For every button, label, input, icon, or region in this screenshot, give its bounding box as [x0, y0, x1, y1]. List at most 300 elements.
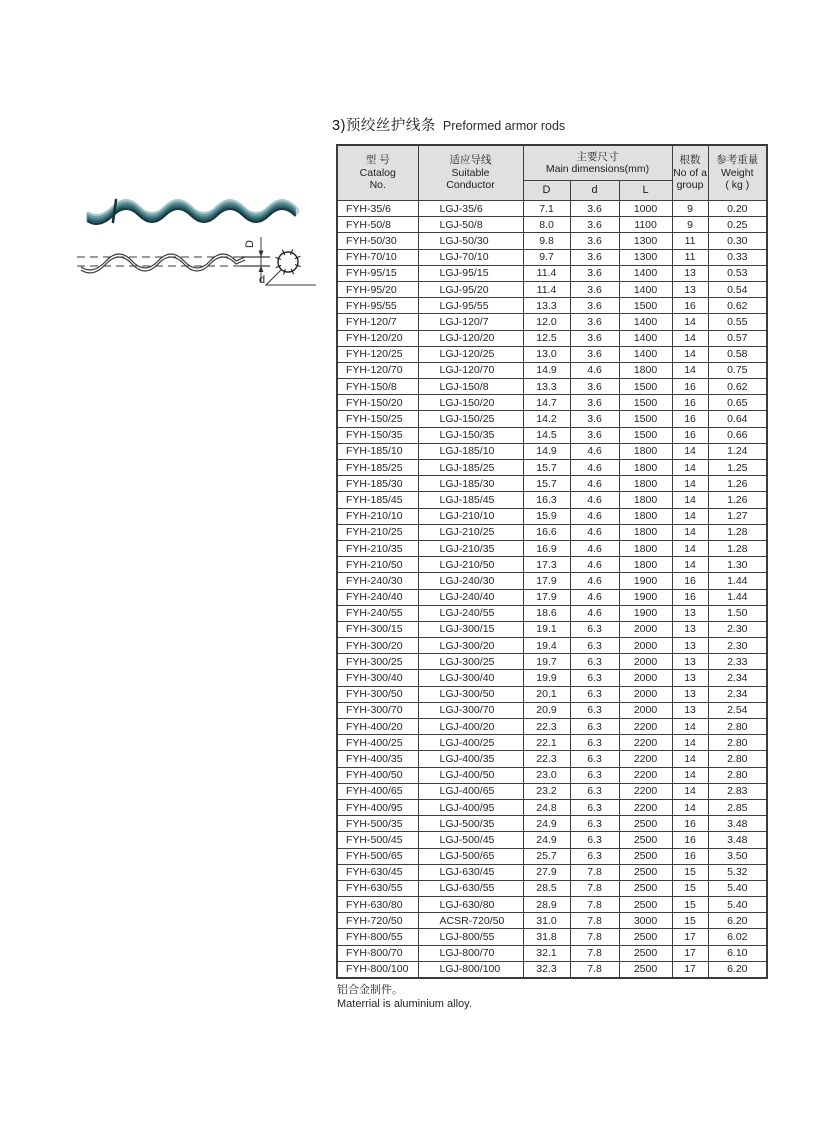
- table-cell: 11.4: [523, 281, 570, 297]
- table-cell: FYH-120/70: [337, 362, 418, 378]
- table-cell: 14: [672, 751, 708, 767]
- table-cell: LGJ-240/40: [418, 589, 523, 605]
- table-row: [337, 573, 767, 589]
- table-cell: 15: [672, 880, 708, 896]
- table-cell: FYH-500/65: [337, 848, 418, 864]
- table-cell: 4.6: [570, 540, 619, 556]
- table-cell: 18.6: [523, 605, 570, 621]
- col-header-conductor: 适应导线 Suitable Conductor: [418, 145, 523, 201]
- table-row: [337, 605, 767, 621]
- table-row: [337, 719, 767, 735]
- table-cell: 2.80: [708, 719, 767, 735]
- table-cell: FYH-210/35: [337, 540, 418, 556]
- table-cell: LGJ-400/35: [418, 751, 523, 767]
- col-header-group: 根数 No of a group: [672, 145, 708, 201]
- table-cell: 6.3: [570, 638, 619, 654]
- rod-cross-section: [278, 252, 298, 272]
- table-cell: 25.7: [523, 848, 570, 864]
- table-cell: FYH-630/45: [337, 864, 418, 880]
- table-cell: 6.3: [570, 702, 619, 718]
- table-cell: 22.3: [523, 719, 570, 735]
- table-cell: LGJ-95/55: [418, 298, 523, 314]
- table-cell: 13.0: [523, 346, 570, 362]
- table-row: [337, 589, 767, 605]
- table-cell: 16.9: [523, 540, 570, 556]
- table-cell: 1300: [619, 249, 672, 265]
- table-cell: 19.7: [523, 654, 570, 670]
- table-cell: 0.30: [708, 233, 767, 249]
- table-cell: 14.7: [523, 395, 570, 411]
- table-cell: 15.7: [523, 460, 570, 476]
- table-row: [337, 427, 767, 443]
- table-cell: 2000: [619, 621, 672, 637]
- table-cell: 1.44: [708, 573, 767, 589]
- table-cell: 13: [672, 686, 708, 702]
- table-cell: 0.64: [708, 411, 767, 427]
- table-cell: LGJ-120/25: [418, 346, 523, 362]
- table-cell: 17.9: [523, 589, 570, 605]
- table-cell: 1100: [619, 217, 672, 233]
- table-cell: 13: [672, 702, 708, 718]
- table-cell: 17: [672, 945, 708, 961]
- table-row: [337, 961, 767, 978]
- table-cell: 15: [672, 864, 708, 880]
- table-cell: 2.54: [708, 702, 767, 718]
- table-cell: LGJ-150/35: [418, 427, 523, 443]
- table-row: [337, 265, 767, 281]
- table-cell: LGJ-400/20: [418, 719, 523, 735]
- table-cell: 11: [672, 233, 708, 249]
- table-cell: 2200: [619, 751, 672, 767]
- table-cell: 1800: [619, 476, 672, 492]
- table-cell: 7.1: [523, 201, 570, 217]
- table-header: [337, 145, 767, 201]
- table-cell: LGJ-185/10: [418, 443, 523, 459]
- table-cell: FYH-120/20: [337, 330, 418, 346]
- table-cell: 14: [672, 443, 708, 459]
- table-row: [337, 460, 767, 476]
- table-row: [337, 929, 767, 945]
- table-cell: 0.66: [708, 427, 767, 443]
- table-row: [337, 524, 767, 540]
- table-cell: 2000: [619, 702, 672, 718]
- table-cell: 2500: [619, 961, 672, 978]
- table-row: [337, 508, 767, 524]
- table-cell: 6.3: [570, 816, 619, 832]
- table-cell: 24.9: [523, 816, 570, 832]
- table-cell: 4.6: [570, 476, 619, 492]
- table-cell: 0.58: [708, 346, 767, 362]
- table-cell: 0.54: [708, 281, 767, 297]
- table-cell: 3.6: [570, 411, 619, 427]
- table-row: [337, 670, 767, 686]
- table-cell: 0.65: [708, 395, 767, 411]
- table-cell: LGJ-300/40: [418, 670, 523, 686]
- table-cell: FYH-150/20: [337, 395, 418, 411]
- table-cell: LGJ-400/50: [418, 767, 523, 783]
- table-cell: 24.9: [523, 832, 570, 848]
- table-cell: 9: [672, 217, 708, 233]
- table-cell: 11: [672, 249, 708, 265]
- table-cell: FYH-210/10: [337, 508, 418, 524]
- table-row: [337, 395, 767, 411]
- table-cell: 1.26: [708, 476, 767, 492]
- dim-label-d: d: [259, 274, 266, 286]
- table-row: [337, 848, 767, 864]
- table-cell: 4.6: [570, 524, 619, 540]
- table-row: [337, 735, 767, 751]
- table-cell: FYH-300/70: [337, 702, 418, 718]
- table-cell: 12.5: [523, 330, 570, 346]
- table-cell: 13.3: [523, 298, 570, 314]
- table-cell: 6.3: [570, 783, 619, 799]
- table-cell: 1800: [619, 362, 672, 378]
- table-cell: 2.85: [708, 799, 767, 815]
- table-row: [337, 233, 767, 249]
- table-cell: FYH-70/10: [337, 249, 418, 265]
- table-cell: 3.6: [570, 201, 619, 217]
- table-cell: 4.6: [570, 573, 619, 589]
- table-cell: LGJ-150/25: [418, 411, 523, 427]
- table-cell: 13: [672, 670, 708, 686]
- table-cell: FYH-300/25: [337, 654, 418, 670]
- table-cell: LGJ-185/25: [418, 460, 523, 476]
- table-cell: 3.6: [570, 233, 619, 249]
- table-cell: 2000: [619, 670, 672, 686]
- table-cell: 19.4: [523, 638, 570, 654]
- table-row: [337, 298, 767, 314]
- table-cell: 16: [672, 573, 708, 589]
- table-cell: 4.6: [570, 557, 619, 573]
- table-cell: 31.8: [523, 929, 570, 945]
- table-cell: FYH-400/35: [337, 751, 418, 767]
- table-cell: FYH-240/55: [337, 605, 418, 621]
- table-cell: FYH-210/50: [337, 557, 418, 573]
- table-cell: LGJ-210/50: [418, 557, 523, 573]
- table-cell: 16: [672, 832, 708, 848]
- table-cell: 3.6: [570, 314, 619, 330]
- table-row: [337, 492, 767, 508]
- table-cell: LGJ-95/15: [418, 265, 523, 281]
- col-header-dimensions: 主要尺寸 Main dimensions(mm): [523, 145, 672, 181]
- table-cell: 6.20: [708, 913, 767, 929]
- table-cell: 14: [672, 557, 708, 573]
- table-cell: FYH-300/40: [337, 670, 418, 686]
- table-row: [337, 864, 767, 880]
- table-cell: LGJ-400/65: [418, 783, 523, 799]
- table-cell: 14: [672, 330, 708, 346]
- table-row: [337, 217, 767, 233]
- table-cell: 4.6: [570, 492, 619, 508]
- table-cell: 19.9: [523, 670, 570, 686]
- section-title: [332, 114, 565, 135]
- table-cell: LGJ-185/30: [418, 476, 523, 492]
- table-cell: 13: [672, 621, 708, 637]
- table-cell: 16: [672, 816, 708, 832]
- table-cell: 14.5: [523, 427, 570, 443]
- table-row: [337, 201, 767, 217]
- table-cell: 14: [672, 799, 708, 815]
- table-cell: 23.2: [523, 783, 570, 799]
- table-cell: LGJ-800/70: [418, 945, 523, 961]
- table-cell: 6.3: [570, 670, 619, 686]
- table-cell: 17: [672, 929, 708, 945]
- table-cell: 14: [672, 362, 708, 378]
- table-row: [337, 281, 767, 297]
- table-cell: 2500: [619, 848, 672, 864]
- table-cell: 4.6: [570, 362, 619, 378]
- table-cell: 20.9: [523, 702, 570, 718]
- rod-binding-clip: [113, 200, 116, 222]
- table-row: [337, 557, 767, 573]
- table-cell: FYH-400/65: [337, 783, 418, 799]
- table-cell: 1800: [619, 557, 672, 573]
- table-cell: 6.3: [570, 767, 619, 783]
- table-cell: 2500: [619, 897, 672, 913]
- table-cell: 14: [672, 508, 708, 524]
- table-cell: 22.3: [523, 751, 570, 767]
- table-cell: 4.6: [570, 605, 619, 621]
- table-cell: 7.8: [570, 929, 619, 945]
- table-cell: 4.6: [570, 460, 619, 476]
- table-cell: 17: [672, 961, 708, 978]
- table-cell: FYH-630/80: [337, 897, 418, 913]
- table-cell: 3.6: [570, 379, 619, 395]
- table-cell: 13: [672, 265, 708, 281]
- rod-wave-outline: [81, 254, 245, 270]
- table-row: [337, 411, 767, 427]
- table-cell: LGJ-50/30: [418, 233, 523, 249]
- table-cell: 13: [672, 605, 708, 621]
- table-cell: LGJ-500/65: [418, 848, 523, 864]
- table-cell: 4.6: [570, 508, 619, 524]
- table-row: [337, 621, 767, 637]
- table-cell: 4.6: [570, 589, 619, 605]
- table-row: [337, 443, 767, 459]
- table-cell: 16: [672, 395, 708, 411]
- table-cell: 6.02: [708, 929, 767, 945]
- table-cell: 1400: [619, 265, 672, 281]
- table-cell: 16: [672, 589, 708, 605]
- table-cell: 3.48: [708, 832, 767, 848]
- table-cell: 1800: [619, 443, 672, 459]
- table-cell: 1500: [619, 298, 672, 314]
- table-cell: LGJ-210/35: [418, 540, 523, 556]
- table-cell: LGJ-150/20: [418, 395, 523, 411]
- table-cell: LGJ-240/55: [418, 605, 523, 621]
- table-cell: 2.34: [708, 686, 767, 702]
- table-cell: 2.30: [708, 638, 767, 654]
- table-cell: LGJ-210/10: [418, 508, 523, 524]
- material-note-en: Materrial is aluminium alloy.: [337, 997, 472, 1010]
- table-cell: 6.3: [570, 735, 619, 751]
- table-cell: 2000: [619, 686, 672, 702]
- table-cell: 1800: [619, 524, 672, 540]
- table-cell: 6.3: [570, 832, 619, 848]
- col-header-L: L: [619, 181, 672, 201]
- table-row: [337, 913, 767, 929]
- table-cell: 15: [672, 913, 708, 929]
- table-cell: 15.9: [523, 508, 570, 524]
- table-cell: 0.57: [708, 330, 767, 346]
- armor-rod-dimension-drawing: [73, 236, 318, 298]
- table-cell: FYH-400/95: [337, 799, 418, 815]
- table-cell: FYH-50/8: [337, 217, 418, 233]
- table-cell: 6.3: [570, 719, 619, 735]
- table-cell: 16: [672, 427, 708, 443]
- table-cell: 0.62: [708, 379, 767, 395]
- table-cell: 13: [672, 638, 708, 654]
- table-cell: FYH-630/55: [337, 880, 418, 896]
- table-cell: FYH-240/40: [337, 589, 418, 605]
- table-cell: FYH-50/30: [337, 233, 418, 249]
- table-cell: LGJ-120/20: [418, 330, 523, 346]
- table-cell: 1800: [619, 508, 672, 524]
- table-row: [337, 379, 767, 395]
- table-cell: 3.48: [708, 816, 767, 832]
- table-cell: 13.3: [523, 379, 570, 395]
- table-cell: LGJ-400/25: [418, 735, 523, 751]
- col-header-d: d: [570, 181, 619, 201]
- table-cell: 1000: [619, 201, 672, 217]
- table-cell: FYH-120/25: [337, 346, 418, 362]
- table-cell: 2500: [619, 945, 672, 961]
- table-cell: 7.8: [570, 880, 619, 896]
- table-cell: 24.8: [523, 799, 570, 815]
- table-cell: 2200: [619, 799, 672, 815]
- table-cell: 1800: [619, 460, 672, 476]
- table-cell: FYH-210/25: [337, 524, 418, 540]
- table-cell: 2200: [619, 719, 672, 735]
- table-cell: LGJ-300/50: [418, 686, 523, 702]
- table-cell: 2200: [619, 767, 672, 783]
- table-cell: 6.3: [570, 654, 619, 670]
- table-cell: FYH-185/10: [337, 443, 418, 459]
- table-cell: 23.0: [523, 767, 570, 783]
- table-cell: 3.6: [570, 217, 619, 233]
- table-cell: LGJ-300/70: [418, 702, 523, 718]
- table-cell: 2500: [619, 864, 672, 880]
- table-cell: 32.1: [523, 945, 570, 961]
- table-cell: 20.1: [523, 686, 570, 702]
- table-cell: 2500: [619, 880, 672, 896]
- section-title-zh: 3)预绞丝护线条: [332, 118, 436, 134]
- table-row: [337, 686, 767, 702]
- table-cell: 2000: [619, 638, 672, 654]
- table-cell: 6.20: [708, 961, 767, 978]
- table-cell: FYH-95/20: [337, 281, 418, 297]
- table-cell: LGJ-95/20: [418, 281, 523, 297]
- table-cell: 7.8: [570, 864, 619, 880]
- table-row: [337, 249, 767, 265]
- table-cell: 1.24: [708, 443, 767, 459]
- table-cell: 14: [672, 735, 708, 751]
- table-cell: 6.3: [570, 848, 619, 864]
- table-row: [337, 476, 767, 492]
- table-cell: 3.6: [570, 281, 619, 297]
- table-cell: FYH-95/55: [337, 298, 418, 314]
- table-cell: 3.6: [570, 330, 619, 346]
- table-cell: FYH-400/25: [337, 735, 418, 751]
- table-cell: LGJ-300/25: [418, 654, 523, 670]
- col-header-weight: 参考重量 Weight ( kg ): [708, 145, 767, 201]
- table-cell: 27.9: [523, 864, 570, 880]
- table-cell: 1500: [619, 411, 672, 427]
- table-cell: 9.7: [523, 249, 570, 265]
- table-cell: 14: [672, 476, 708, 492]
- table-row: [337, 330, 767, 346]
- table-cell: 16: [672, 411, 708, 427]
- table-cell: 2.34: [708, 670, 767, 686]
- table-row: [337, 783, 767, 799]
- table-cell: FYH-500/35: [337, 816, 418, 832]
- table-row: [337, 702, 767, 718]
- table-cell: FYH-95/15: [337, 265, 418, 281]
- table-cell: LGJ-300/20: [418, 638, 523, 654]
- table-cell: 31.0: [523, 913, 570, 929]
- table-body: [337, 201, 767, 979]
- table-cell: 16: [672, 848, 708, 864]
- table-cell: FYH-300/50: [337, 686, 418, 702]
- table-cell: 4.6: [570, 443, 619, 459]
- table-cell: 13: [672, 654, 708, 670]
- table-cell: 32.3: [523, 961, 570, 978]
- table-cell: 3.6: [570, 427, 619, 443]
- table-cell: 1400: [619, 281, 672, 297]
- table-cell: 14: [672, 783, 708, 799]
- table-cell: FYH-120/7: [337, 314, 418, 330]
- table-cell: 16.3: [523, 492, 570, 508]
- table-cell: 14: [672, 524, 708, 540]
- table-cell: 2500: [619, 816, 672, 832]
- table-cell: 2.80: [708, 751, 767, 767]
- table-cell: 1800: [619, 540, 672, 556]
- table-cell: FYH-150/25: [337, 411, 418, 427]
- table-cell: 14: [672, 346, 708, 362]
- table-cell: 14: [672, 314, 708, 330]
- table-cell: 5.40: [708, 897, 767, 913]
- table-cell: 14: [672, 460, 708, 476]
- table-cell: 1300: [619, 233, 672, 249]
- table-cell: 6.3: [570, 621, 619, 637]
- table-cell: 1.28: [708, 540, 767, 556]
- table-cell: 3.6: [570, 249, 619, 265]
- table-row: [337, 767, 767, 783]
- table-cell: FYH-400/50: [337, 767, 418, 783]
- table-cell: LGJ-300/15: [418, 621, 523, 637]
- table-cell: 1400: [619, 346, 672, 362]
- table-cell: FYH-720/50: [337, 913, 418, 929]
- table-cell: 8.0: [523, 217, 570, 233]
- table-cell: LGJ-500/45: [418, 832, 523, 848]
- table-cell: 28.5: [523, 880, 570, 896]
- table-cell: 17.3: [523, 557, 570, 573]
- table-cell: FYH-185/25: [337, 460, 418, 476]
- table-row: [337, 362, 767, 378]
- table-cell: 1900: [619, 573, 672, 589]
- table-cell: 2500: [619, 929, 672, 945]
- table-cell: 1500: [619, 379, 672, 395]
- table-cell: 3.6: [570, 265, 619, 281]
- table-cell: 22.1: [523, 735, 570, 751]
- table-cell: 0.20: [708, 201, 767, 217]
- table-cell: LGJ-185/45: [418, 492, 523, 508]
- preformed-armor-rod-photo: [86, 191, 301, 233]
- table-cell: 28.9: [523, 897, 570, 913]
- table-cell: 13: [672, 281, 708, 297]
- table-cell: 14.2: [523, 411, 570, 427]
- table-cell: 3.6: [570, 298, 619, 314]
